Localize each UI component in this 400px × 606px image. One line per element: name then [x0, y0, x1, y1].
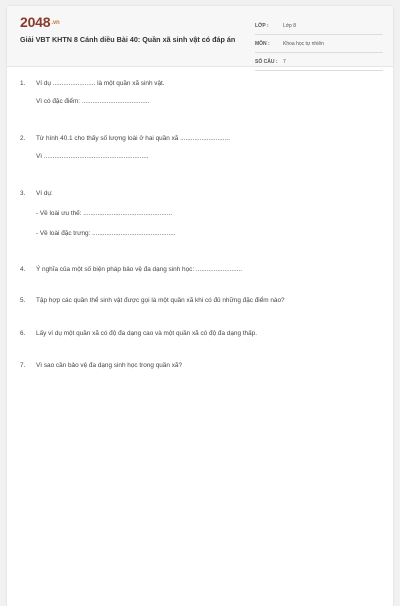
- question-text: Từ hình 40.1 cho thấy số lượng loài ở hai quần xã ............................: [36, 135, 230, 142]
- question-text: Ví dụ ........................ là một quần xã sinh vật.: [36, 80, 165, 87]
- document-title: Giải VBT KHTN 8 Cánh diều Bài 40: Quần xã sinh vật có đáp án: [20, 35, 236, 44]
- meta-label-subject: MÔN :: [255, 41, 270, 47]
- question-number: 7.: [20, 362, 26, 369]
- meta-row-count: [255, 57, 383, 71]
- logo-number: 2048: [20, 14, 51, 30]
- question-subline: Vì có đặc điểm: ......................................: [36, 98, 150, 105]
- meta-label-class: LỚP :: [255, 23, 269, 29]
- question-text: Lấy ví dụ một quần xã có độ đa dạng cao và một quần xã có độ đa dạng thấp.: [36, 330, 257, 337]
- meta-info: [255, 21, 383, 75]
- meta-value-subject: Khoa học tự nhiên: [283, 41, 324, 47]
- question-number: 6.: [20, 330, 26, 337]
- meta-row-subject: [255, 39, 383, 53]
- meta-value-class: Lớp 8: [283, 23, 297, 29]
- question-text: Ý nghĩa của một số biện pháp bảo vệ đa dạng sinh học: ..........................: [36, 266, 243, 273]
- logo-domain: .vn: [51, 20, 60, 27]
- question-text: Tập hợp các quần thể sinh vật được gọi là một quần xã khi có đủ những đặc điểm nào?: [36, 297, 285, 304]
- question-number: 3.: [20, 190, 26, 197]
- document-page: [7, 6, 393, 606]
- question-subline: - Về loài đặc trưng: ...............................................: [36, 230, 176, 237]
- document-header: [7, 6, 393, 67]
- question-number: 1.: [20, 80, 26, 87]
- question-number: 4.: [20, 266, 26, 273]
- question-subline: - Về loài ưu thế: ..................................................: [36, 210, 173, 217]
- question-text: Ví dụ:: [36, 190, 53, 197]
- meta-value-count: 7: [283, 59, 286, 65]
- question-subline: Vì ...........................................................: [36, 153, 149, 160]
- site-logo[interactable]: [20, 14, 59, 31]
- meta-label-count: SỐ CÂU :: [255, 59, 278, 65]
- meta-row-class: [255, 21, 383, 35]
- question-number: 5.: [20, 297, 26, 304]
- question-text: Vì sao cần bảo vệ đa dạng sinh học trong quần xã?: [36, 362, 183, 369]
- question-number: 2.: [20, 135, 26, 142]
